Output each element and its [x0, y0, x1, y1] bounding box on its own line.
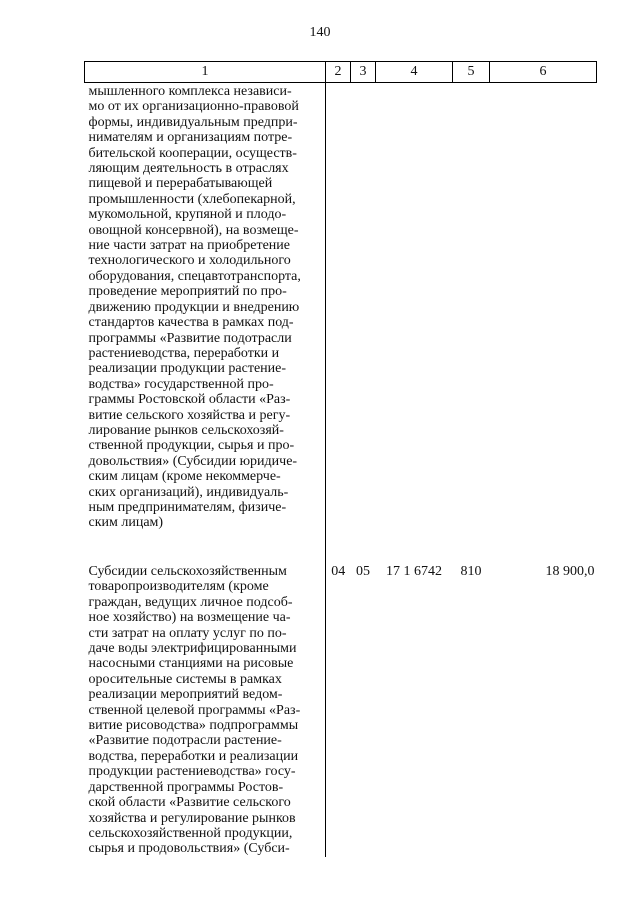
row-2-amount: 18 900,0 [545, 564, 595, 579]
row-2-target-article: 17 1 6742 [386, 564, 442, 579]
row-1-description [85, 83, 326, 543]
description-line: пищевой и перерабатывающей [88, 176, 273, 192]
description-line: Субсидии сельскохозяйственным [88, 564, 287, 579]
description-line: мышленного комплекса независи- [88, 84, 292, 99]
description-line: овощной консервной), на возмеще- [88, 222, 299, 238]
column-header-2: 2 [326, 62, 351, 83]
description-line: ским лицам) [88, 515, 164, 531]
row-1-section [326, 83, 351, 543]
description-line: формы, индивидуальным предпри- [88, 114, 298, 130]
description-line: граммы Ростовской области «Раз- [88, 392, 291, 408]
description-line: товаропроизводителям (кроме [88, 579, 269, 595]
description-line: промышленности (хлебопекарной, [88, 191, 296, 207]
description-line: стандартов качества в рамках под- [88, 315, 294, 331]
description-line: ственной продукции, сырья и про- [88, 438, 295, 454]
description-line: растениеводства, переработки и [88, 345, 280, 361]
row-2-expense-type: 810 [460, 564, 482, 579]
description-line: хозяйства и регулирование рынков [88, 810, 296, 826]
description-line: водства, переработки и реализации [88, 748, 299, 764]
row-1-expense-type [453, 83, 490, 543]
description-line: сельскохозяйственной продукции, [88, 825, 293, 841]
description-line: ской области «Развитие сельского [88, 795, 291, 811]
description-line: ное хозяйство) на возмещение ча- [88, 610, 291, 626]
description-line: ляющим деятельность в отраслях [88, 161, 289, 177]
description-line: даче воды электрифицированными [88, 641, 297, 657]
description-line: проведение мероприятий по про- [88, 284, 287, 300]
description-line: ние части затрат на приобретение [88, 238, 290, 254]
description-line: мукомольной, крупяной и плодо- [88, 207, 287, 223]
row-1-subsection [351, 83, 376, 543]
description-line: граждан, ведущих личное подсоб- [88, 594, 293, 610]
row-1-amount [490, 83, 597, 543]
column-header-6: 6 [490, 62, 597, 83]
description-line: довольствия» (Субсидии юридиче- [88, 453, 298, 469]
description-line: лирование рынков сельскохозяй- [88, 422, 284, 438]
description-line: насосными станциями на рисовые [88, 656, 294, 672]
description-line: оросительные системы в рамках [88, 671, 282, 687]
description-line: движению продукции и внедрению [88, 299, 300, 315]
description-line: ским лицам (кроме некоммерче- [88, 469, 281, 485]
description-line: ских организаций), индивидуаль- [88, 484, 289, 500]
table-row [85, 542, 597, 857]
description-line: сырья и продовольствия» (Субси- [88, 841, 290, 857]
description-line: программы «Развитие подотрасли [88, 330, 292, 346]
column-header-1: 1 [85, 62, 326, 83]
page-number: 140 [309, 25, 331, 40]
description-line: реализации продукции растение- [88, 361, 287, 377]
table-row [85, 83, 597, 543]
description-line: ным предпринимателям, физиче- [88, 499, 287, 515]
row-1-target-article [376, 83, 453, 543]
description-line: реализации мероприятий ведом- [88, 687, 283, 703]
table-header-row [85, 62, 597, 83]
description-line: «Развитие подотрасли растение- [88, 733, 282, 749]
column-header-4: 4 [376, 62, 453, 83]
description-line: водства» государственной про- [88, 376, 274, 392]
description-line: сти затрат на оплату услуг по по- [88, 625, 287, 641]
description-line: технологического и холодильного [88, 253, 291, 269]
row-2-subsection: 05 [356, 564, 370, 579]
description-line: мо от их организационно-правовой [88, 99, 299, 115]
description-line: дарственной программы Ростов- [88, 779, 284, 795]
row-2-description [85, 542, 326, 857]
description-line: бительской кооперации, осуществ- [88, 145, 297, 161]
description-line: нимателям и организациям потре- [88, 130, 293, 146]
column-header-5: 5 [453, 62, 490, 83]
description-line: оборудования, спецавтотранспорта, [88, 268, 301, 284]
row-2-section: 04 [331, 564, 346, 579]
description-line: продукции растениеводства» госу- [88, 764, 296, 780]
description-line: витие рисоводства» подпрограммы [88, 718, 299, 734]
description-line: ственной целевой программы «Раз- [88, 702, 301, 718]
description-line: витие сельского хозяйства и регу- [88, 407, 291, 423]
column-header-3: 3 [351, 62, 376, 83]
budget-table [84, 61, 597, 857]
